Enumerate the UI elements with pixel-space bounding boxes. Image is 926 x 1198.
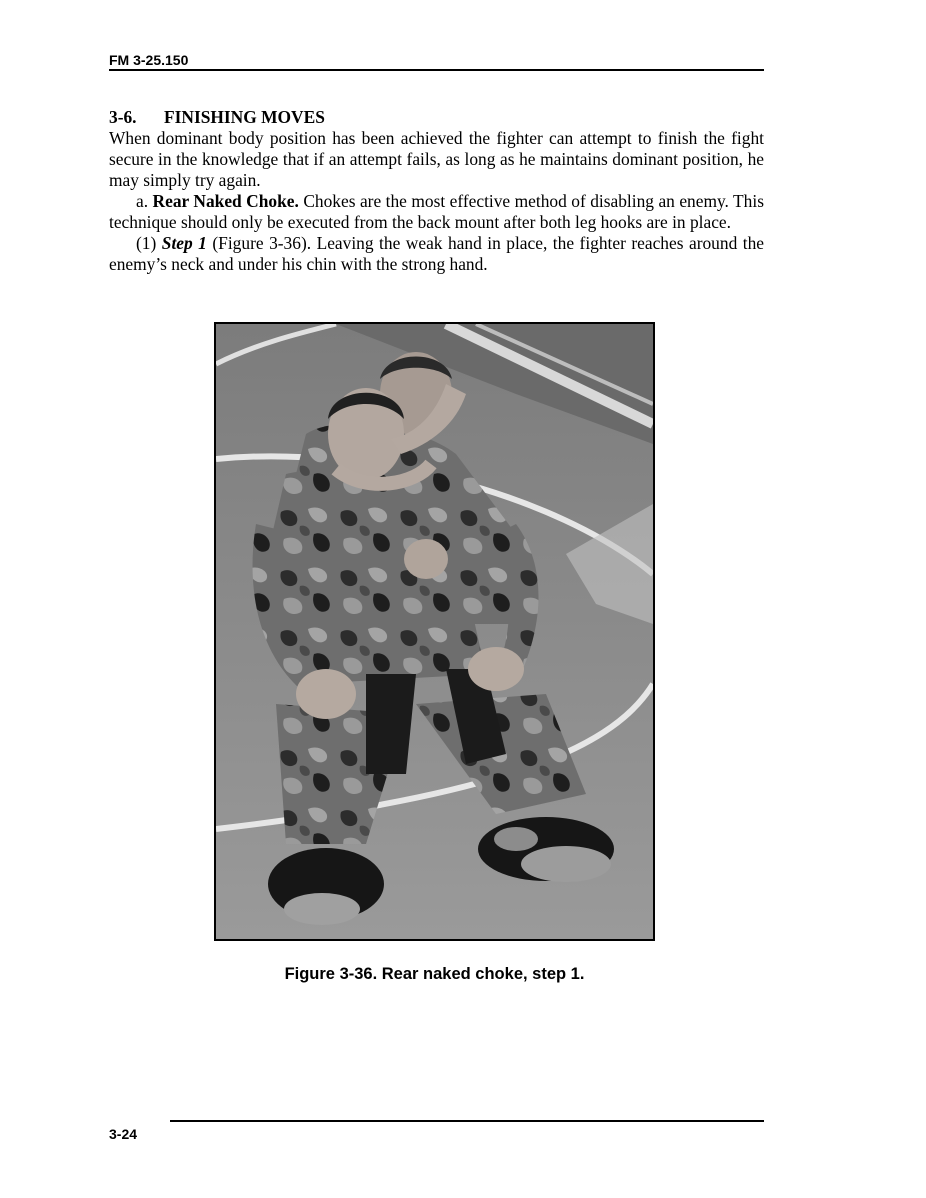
- page-number: 3-24: [109, 1126, 138, 1142]
- section-heading: [109, 107, 764, 128]
- body-text: [109, 107, 764, 275]
- step1-ref: (Figure 3-36).: [212, 233, 312, 253]
- step1-label: (1): [136, 233, 157, 253]
- header-rule: [109, 69, 764, 71]
- running-header: FM 3-25.150: [109, 52, 189, 68]
- footer-rule: [170, 1120, 764, 1122]
- step1-text: Leaving the weak hand in place, the fighter reaches around the enemy’s neck and under his chin with the strong hand.: [109, 233, 765, 274]
- paragraph-step1: [109, 233, 764, 275]
- paragraph-a: [109, 191, 764, 233]
- figure-caption: Figure 3-36. Rear naked choke, step 1.: [284, 965, 585, 983]
- paragraph-a-term: Rear Naked Choke.: [152, 191, 299, 211]
- figure-photo: [214, 322, 655, 941]
- section-title: FINISHING MOVES: [164, 107, 325, 127]
- step1-term: Step 1: [161, 233, 207, 253]
- intro-paragraph: When dominant body position has been achieved the fighter can attempt to finish the fight secure in the knowledge that if an attempt fails, as long as he maintains dominant position, he may simply try again.: [109, 128, 764, 190]
- section-number: 3-6.: [109, 107, 137, 127]
- paragraph-a-text: Chokes are the most effective method of disabling an enemy. This technique should only be executed from the back mount after both leg hooks are in place.: [109, 191, 764, 232]
- paragraph-a-label: a.: [136, 191, 149, 211]
